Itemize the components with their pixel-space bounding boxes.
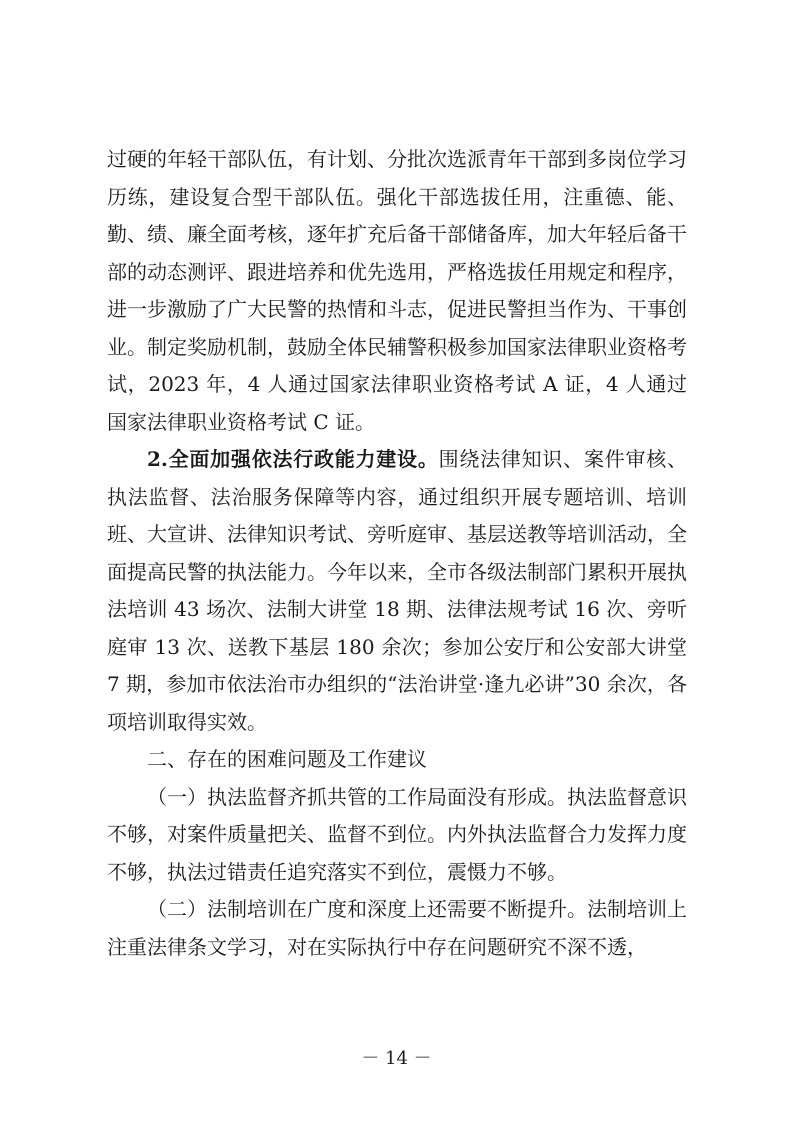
page-number: － 14 － [361, 1048, 432, 1069]
paragraph-law-enforcement-capacity [107, 441, 687, 741]
paragraph-supervision-issue [107, 779, 687, 892]
paragraph-text: 过硬的年轻干部队伍，有计划、分批次选派青年干部到多岗位学习历练，建设复合型干部队伍。强化干部选拔任用，注重德、能、勤、绩、廉全面考核，逐年扩充后备干部储备库，加大年轻后备干部的动态测评、跟进培养和优先选用，严格选拔任用规定和程序，进一步激励了广大民警的热情和斗志，促进民警担当作为、干事创业。制定奖励机制，鼓励全体民辅警积极参加国家法律职业资格考试，2023 年，4 人通过国家法律职业资格考试 A 证，4 人通过国家法律职业资格考试 C 证。 [107, 147, 687, 434]
paragraph-cadre-training [107, 141, 687, 441]
paragraph-text: 执法监督意识不够，对案件质量把关、监督不到位。内外执法监督合力发挥力度不够，执法过错责任追究落实不到位，震慑力不够。 [107, 784, 687, 884]
paragraph-text: 法制培训上注重法律条文学习，对在实际执行中存在问题研究不深不透， [107, 897, 687, 959]
paragraph-heading: 2.全面加强依法行政能力建设。 [147, 447, 439, 471]
subsection-heading: （一）执法监督齐抓共管的工作局面没有形成。 [147, 784, 567, 809]
subsection-heading: （二）法制培训在广度和深度上还需要不断提升。 [147, 897, 587, 921]
section-heading-text: 二、存在的困难问题及工作建议 [147, 747, 427, 771]
section-heading [107, 741, 687, 779]
paragraph-text: 围绕法律知识、案件审核、执法监督、法治服务保障等内容，通过组织开展专题培训、培训班、大宣讲、法律知识考试、旁听庭审、基层送教等培训活动，全面提高民警的执法能力。今年以来，全市各级法制部门累积开展执法培训 43 场次、法制大讲堂 18 期、法律法规考试 16 次、旁听庭审 13 次、送教下基层 180 余次；参加公安厅和公安部大讲堂 7 期，参加市依法治市办组织的“法治讲堂·逢九必讲”30 余次，各项培训取得实效。 [107, 447, 688, 734]
document-body [107, 141, 687, 966]
paragraph-training-issue [107, 891, 687, 966]
